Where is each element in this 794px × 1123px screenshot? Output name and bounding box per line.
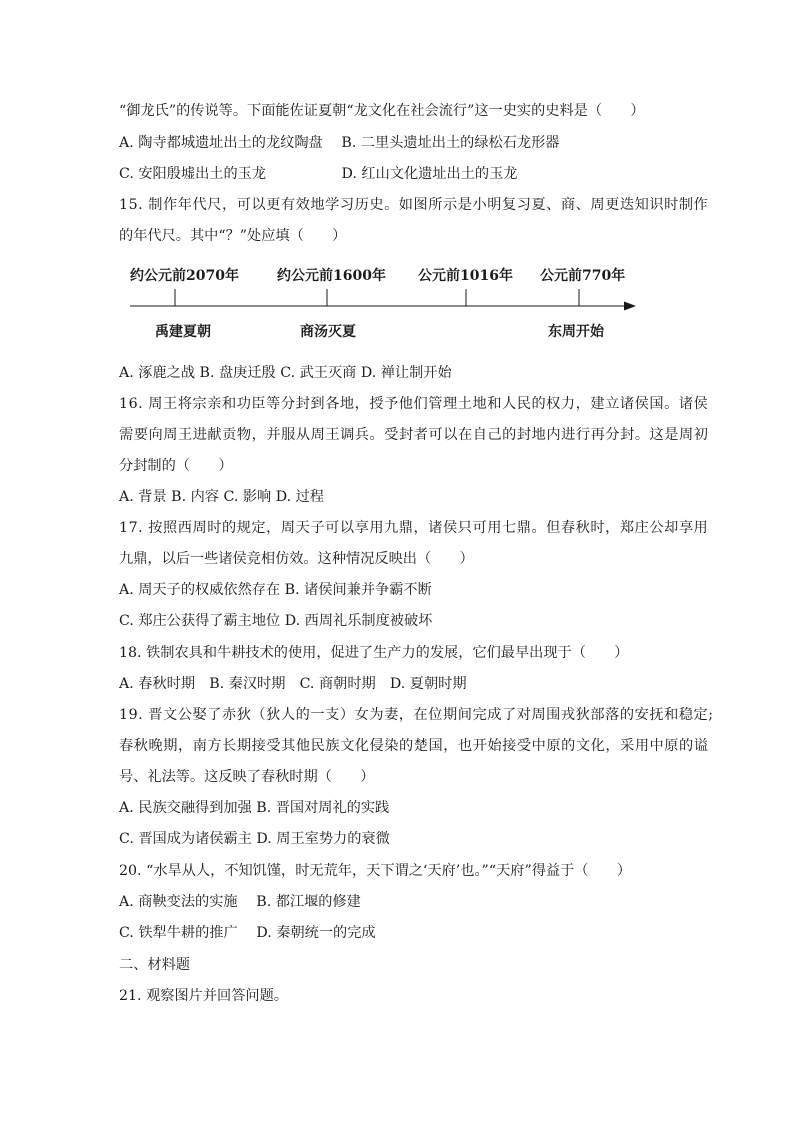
timeline-date-label: 公元前1016年 — [418, 268, 513, 284]
question-21-stem: 21. 观察图片并回答问题。 — [119, 988, 288, 1004]
timeline-date-label: 约公元前1600年 — [277, 268, 386, 284]
question-19-stem-end: 号、礼法等。这反映了春秋时期（ ） — [119, 769, 375, 785]
section-heading: 二、材料题 — [119, 957, 190, 973]
q16-options: A. 背景 B. 内容 C. 影响 D. 过程 — [119, 489, 324, 505]
q14-options-cd: C. 安阳殷墟出土的玉龙 D. 红山文化遗址出土的玉龙 — [119, 166, 518, 182]
question-20-stem: 20. “水旱从人，不知饥馑，时无荒年，天下谓之‘天府’也。”“天府”得益于（ ） — [119, 863, 632, 879]
q19-options-cd: C. 晋国成为诸侯霸主 D. 周王室势力的衰微 — [119, 831, 390, 847]
q17-options-cd: C. 郑庄公获得了霸主地位 D. 西周礼乐制度被破坏 — [119, 613, 433, 629]
q14-options-ab: A. 陶寺都城遗址出土的龙纹陶盘 B. 二里头遗址出土的绿松石龙形器 — [119, 135, 560, 151]
question-16-stem: 16. 周王将宗亲和功臣等分封到各地，授予他们管理土地和人民的权力，建立诸侯国。诸侯 — [119, 396, 709, 412]
timeline-event-label: 禹建夏朝 — [155, 324, 211, 340]
question-19-stem-cont: 春秋晚期，南方长期接受其他民族文化侵染的楚国，也开始接受中原的文化，采用中原的谥 — [119, 738, 709, 754]
question-15-stem: 15. 制作年代尺，可以更有效地学习历史。如图所示是小明复习夏、商、周更迭知识时制作 — [119, 197, 709, 213]
q18-options: A. 春秋时期 B. 秦汉时期 C. 商朝时期 D. 夏朝时期 — [119, 676, 467, 692]
timeline-date-label: 公元前770年 — [540, 268, 626, 284]
q15-options: A. 涿鹿之战 B. 盘庚迁殷 C. 武王灭商 D. 禅让制开始 — [119, 365, 452, 381]
question-17-stem-cont: 九鼎，以后一些诸侯竞相仿效。这种情况反映出（ ） — [119, 551, 474, 567]
q20-options-cd: C. 铁犁牛耕的推广 D. 秦朝统一的完成 — [119, 925, 376, 941]
question-19-stem: 19. 晋文公娶了赤狄（狄人的一支）女为妻，在位期间完成了对周围戎狄部落的安抚和稳定; — [119, 707, 714, 723]
question-14-stem-end: “御龙氏”的传说等。下面能佐证夏朝“龙文化在社会流行”这一史实的史料是（ ） — [119, 103, 645, 119]
question-17-stem: 17. 按照西周时的规定，周天子可以享用九鼎，诸侯只可用七鼎。但春秋时，郑庄公却享用 — [119, 520, 709, 536]
timeline-event-label: 商汤灭夏 — [300, 324, 356, 340]
q20-options-ab: A. 商鞅变法的实施 B. 都江堰的修建 — [119, 894, 361, 910]
timeline-date-label: 约公元前2070年 — [130, 268, 239, 284]
q19-options-ab: A. 民族交融得到加强 B. 晋国对周礼的实践 — [119, 800, 390, 816]
question-16-stem-cont: 需要向周王进献贡物，并服从周王调兵。受封者可以在自己的封地内进行再分封。这是周初 — [119, 427, 709, 443]
timeline-event-label: 东周开始 — [548, 324, 604, 340]
question-18-stem: 18. 铁制农具和牛耕技术的使用，促进了生产力的发展，它们最早出现于（ ） — [119, 645, 629, 661]
q17-options-ab: A. 周天子的权威依然存在 B. 诸侯间兼并争霸不断 — [119, 582, 432, 598]
question-15-stem-cont: 的年代尺。其中“？”处应填（ ） — [119, 228, 347, 244]
question-16-stem-end: 分封制的（ ） — [119, 458, 233, 474]
timeline-arrow-head — [624, 302, 636, 311]
